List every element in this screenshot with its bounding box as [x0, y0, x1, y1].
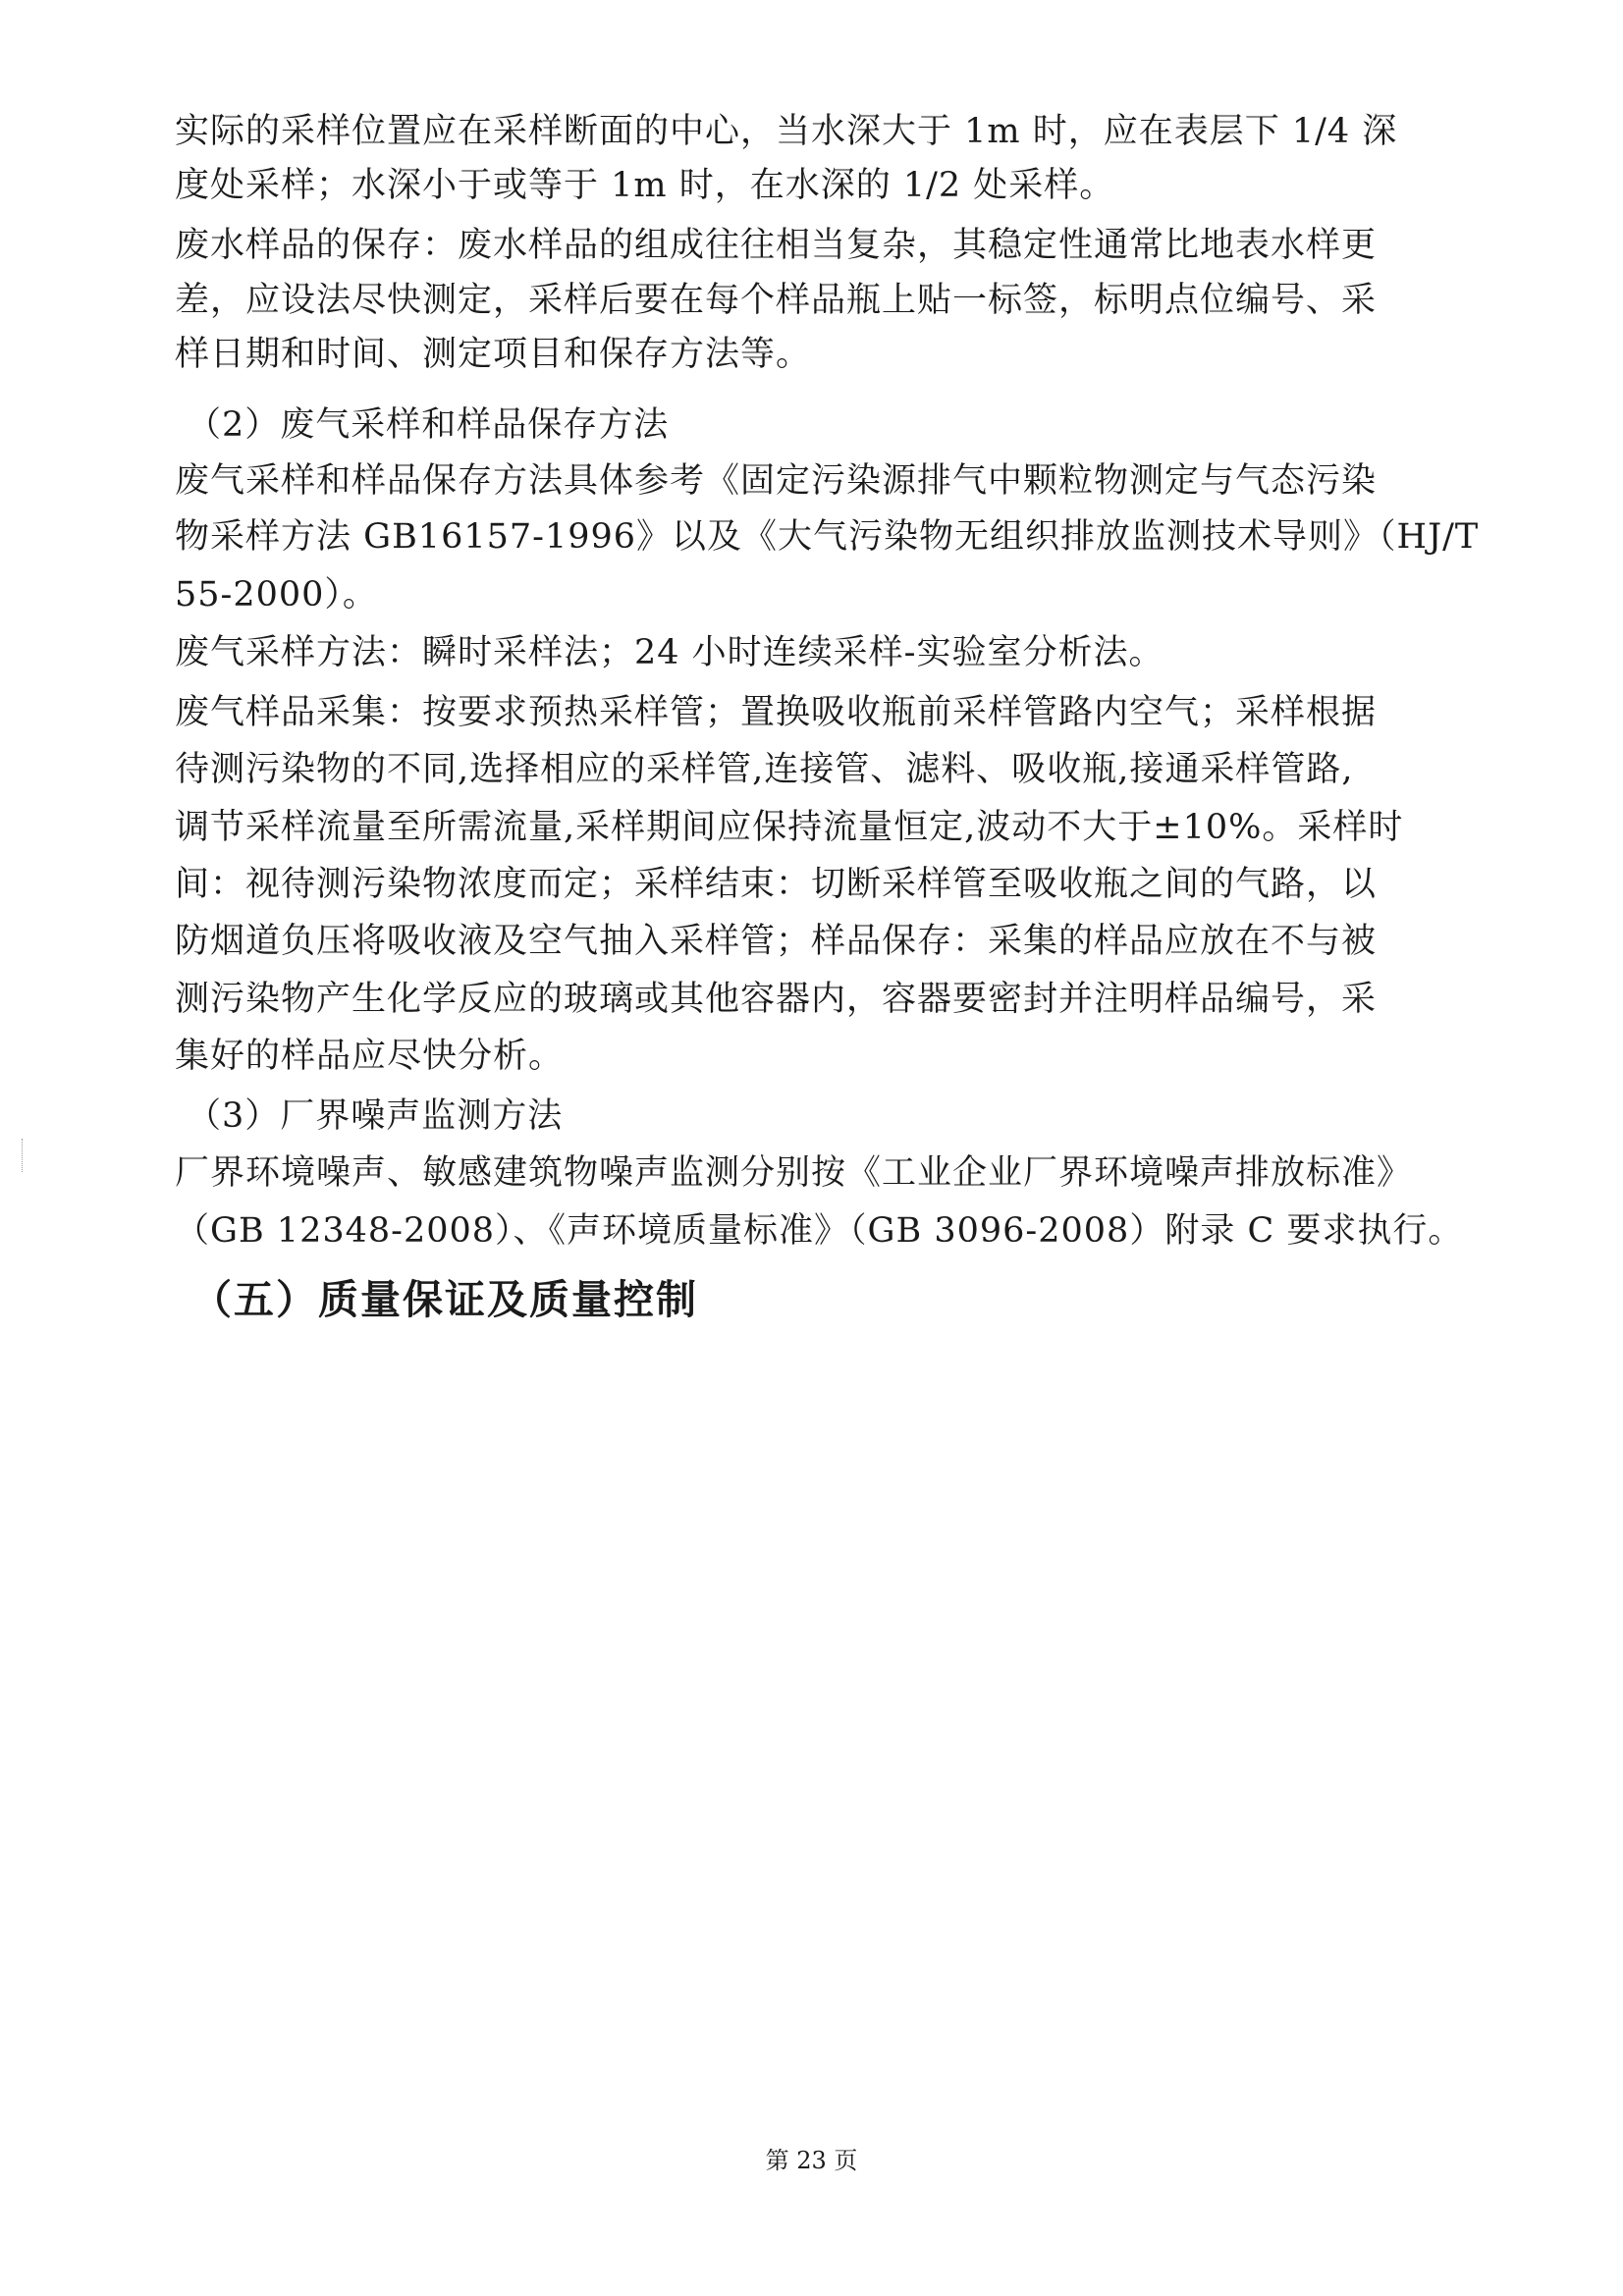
binding-margin-mark	[22, 1139, 24, 1172]
paragraph-line: 废气样品采集：按要求预热采样管；置换吸收瓶前采样管路内空气；采样根据	[175, 693, 1378, 732]
paragraph-line: 废水样品的保存：废水样品的组成往往相当复杂，其稳定性通常比地表水样更	[175, 226, 1378, 265]
page-number: 第 23 页	[765, 2147, 858, 2174]
paragraph-line: 调节采样流量至所需流量,采样期间应保持流量恒定,波动不大于±10%。采样时	[175, 808, 1404, 847]
subsection-title: （2）废气采样和样品保存方法	[187, 405, 670, 445]
paragraph-line: 待测污染物的不同,选择相应的采样管,连接管、滤料、吸收瓶,接通采样管路,	[175, 750, 1354, 789]
paragraph-line: 集好的样品应尽快分析。	[175, 1037, 565, 1076]
paragraph-line: 差，应设法尽快测定，采样后要在每个样品瓶上贴一标签，标明点位编号、采	[175, 281, 1378, 320]
paragraph-line: 实际的采样位置应在采样断面的中心，当水深大于 1m 时，应在表层下 1/4 深	[175, 112, 1398, 151]
section-heading: （五）质量保证及质量控制	[191, 1276, 698, 1323]
paragraph-line: 厂界环境噪声、敏感建筑物噪声监测分别按《工业企业厂界环境噪声排放标准》	[175, 1153, 1413, 1193]
paragraph-line: 防烟道负压将吸收液及空气抽入采样管；样品保存：采集的样品应放在不与被	[175, 922, 1378, 961]
paragraph-line: 样日期和时间、测定项目和保存方法等。	[175, 335, 812, 374]
paragraph-line: 度处采样；水深小于或等于 1m 时，在水深的 1/2 处采样。	[175, 166, 1115, 205]
paragraph-line: 物采样方法 GB16157-1996》以及《大气污染物无组织排放监测技术导则》（HJ/T	[175, 517, 1480, 557]
paragraph-line: （GB 12348-2008）、《声环境质量标准》（GB 3096-2008）附录 C 要求执行。	[175, 1211, 1464, 1251]
paragraph-line: 废气采样方法：瞬时采样法；24 小时连续采样-实验室分析法。	[175, 633, 1164, 672]
paragraph-line: 废气采样和样品保存方法具体参考《固定污染源排气中颗粒物测定与气态污染	[175, 461, 1378, 501]
subsection-title: （3）厂界噪声监测方法	[187, 1096, 564, 1136]
paragraph-line: 测污染物产生化学反应的玻璃或其他容器内，容器要密封并注明样品编号，采	[175, 980, 1378, 1019]
paragraph-line: 55-2000）。	[175, 575, 378, 614]
paragraph-line: 间：视待测污染物浓度而定；采样结束：切断采样管至吸收瓶之间的气路，以	[175, 865, 1378, 904]
